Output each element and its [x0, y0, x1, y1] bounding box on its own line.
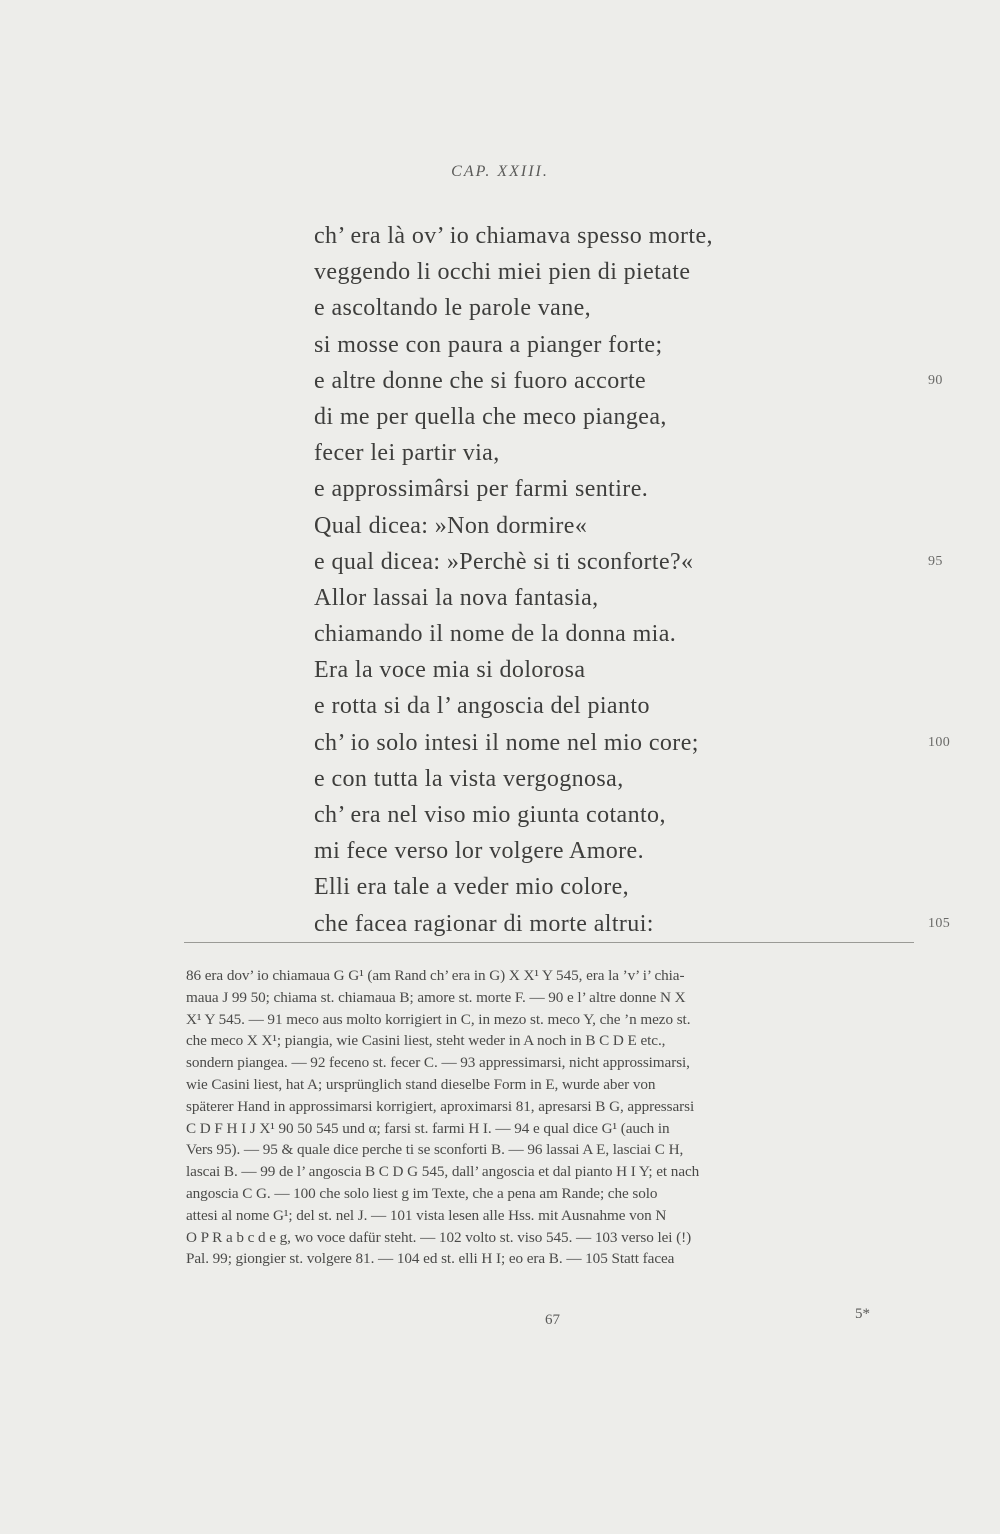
running-header: CAP. XXIII.	[451, 163, 549, 180]
verse-text: veggendo li occhi miei pien di pietate	[314, 259, 691, 286]
verse-line	[314, 725, 954, 761]
verse-line	[314, 616, 954, 652]
verse-number: 105	[928, 915, 951, 931]
footnote-line: C D F H I J X¹ 90 50 545 und α; farsi st. farmi H I. — 94 e qual dice G¹ (auch in	[186, 1119, 670, 1137]
verse-line	[314, 218, 954, 254]
footnote-line: Pal. 99; giongier st. volgere 81. — 104 ed st. elli H I; eo era B. — 105 Statt facea	[186, 1250, 675, 1268]
verse-text: Era la voce mia si dolorosa	[314, 657, 586, 684]
verse-line	[314, 290, 954, 326]
verse-line	[314, 580, 954, 616]
poem-verses	[314, 218, 954, 942]
footnote-line: maua J 99 50; chiama st. chiamaua B; amore st. morte F. — 90 e l’ altre donne N X	[186, 988, 686, 1006]
footnote-line: O P R a b c d e g, wo voce dafür steht. — 102 volto st. viso 545. — 103 verso lei (!)	[186, 1228, 692, 1246]
verse-line	[314, 435, 954, 471]
footnote-line: späterer Hand in approssimarsi korrigiert, aproximarsi 81, apresarsi B G, appressarsi	[186, 1097, 695, 1115]
verse-line	[314, 544, 954, 580]
verse-line	[314, 797, 954, 833]
footnote-line: sondern piangea. — 92 feceno st. fecer C. — 93 appressimarsi, nicht approssimarsi,	[186, 1054, 690, 1072]
verse-line	[314, 471, 954, 507]
verse-text: e altre donne che si fuoro accorte	[314, 367, 647, 394]
verse-text: che facea ragionar di morte altrui:	[314, 910, 654, 937]
verse-text: e con tutta la vista vergognosa,	[314, 765, 624, 792]
verse-number: 95	[928, 553, 943, 569]
footnote-line: Vers 95). — 95 & quale dice perche ti se sconforti B. — 96 lassai A E, lasciai C H,	[186, 1141, 684, 1159]
footnote-line: angoscia C G. — 100 che solo liest g im Texte, che a pena am Rande; che solo	[186, 1184, 658, 1202]
verse-text: si mosse con paura a pianger forte;	[314, 331, 663, 358]
footnote-line: 86 era dov’ io chiamaua G G¹ (am Rand ch’ era in G) X X¹ Y 545, era la ’v’ i’ chia-	[186, 967, 685, 984]
verse-text: e approssimârsi per farmi sentire.	[314, 476, 649, 503]
footnote-line: che meco X X¹; piangia, wie Casini liest, steht weder in A noch in B C D E etc.,	[186, 1032, 666, 1050]
verse-text: di me per quella che meco piangea,	[314, 403, 667, 430]
verse-text: ch’ era nel viso mio giunta cotanto,	[314, 802, 666, 828]
verse-line	[314, 652, 954, 688]
verse-line	[314, 761, 954, 797]
page-number: 67	[545, 1312, 560, 1328]
verse-line	[314, 869, 954, 905]
footnote-divider	[184, 942, 914, 943]
verse-text: chiamando il nome de la donna mia.	[314, 621, 677, 648]
verse-text: mi fece verso lor volgere Amore.	[314, 838, 645, 865]
verse-line	[314, 399, 954, 435]
verse-line	[314, 906, 954, 942]
verse-line	[314, 508, 954, 544]
verse-line	[314, 688, 954, 724]
printer-signature: 5*	[855, 1306, 870, 1322]
verse-text: Qual dicea: »Non dormire«	[314, 512, 588, 539]
verse-line	[314, 363, 954, 399]
verse-number: 100	[928, 734, 951, 750]
verse-text: ch’ io solo intesi il nome nel mio core;	[314, 729, 699, 756]
verse-text: e qual dicea: »Perchè si ti sconforte?«	[314, 548, 694, 575]
footnote-line: lascai B. — 99 de l’ angoscia B C D G 545, dall’ angoscia et dal pianto H I Y; et nach	[186, 1163, 700, 1181]
footnote-line: wie Casini liest, hat A; ursprünglich stand dieselbe Form in E, wurde aber von	[186, 1075, 656, 1093]
verse-text: e ascoltando le parole vane,	[314, 295, 592, 322]
critical-apparatus	[186, 965, 926, 1270]
verse-text: Allor lassai la nova fantasia,	[314, 584, 599, 611]
verse-text: e rotta si da l’ angoscia del pianto	[314, 693, 650, 720]
verse-text: fecer lei partir via,	[314, 440, 500, 467]
verse-line	[314, 327, 954, 363]
footnote-line: X¹ Y 545. — 91 meco aus molto korrigiert in C, in mezo st. meco Y, che ’n mezo st.	[186, 1010, 691, 1028]
verse-text: ch’ era là ov’ io chiamava spesso morte,	[314, 223, 713, 249]
footnote-line: attesi al nome G¹; del st. nel J. — 101 vista lesen alle Hss. mit Ausnahme von N	[186, 1206, 667, 1224]
verse-line	[314, 833, 954, 869]
verse-text: Elli era tale a veder mio colore,	[314, 874, 630, 901]
verse-line	[314, 254, 954, 290]
verse-number: 90	[928, 372, 943, 388]
